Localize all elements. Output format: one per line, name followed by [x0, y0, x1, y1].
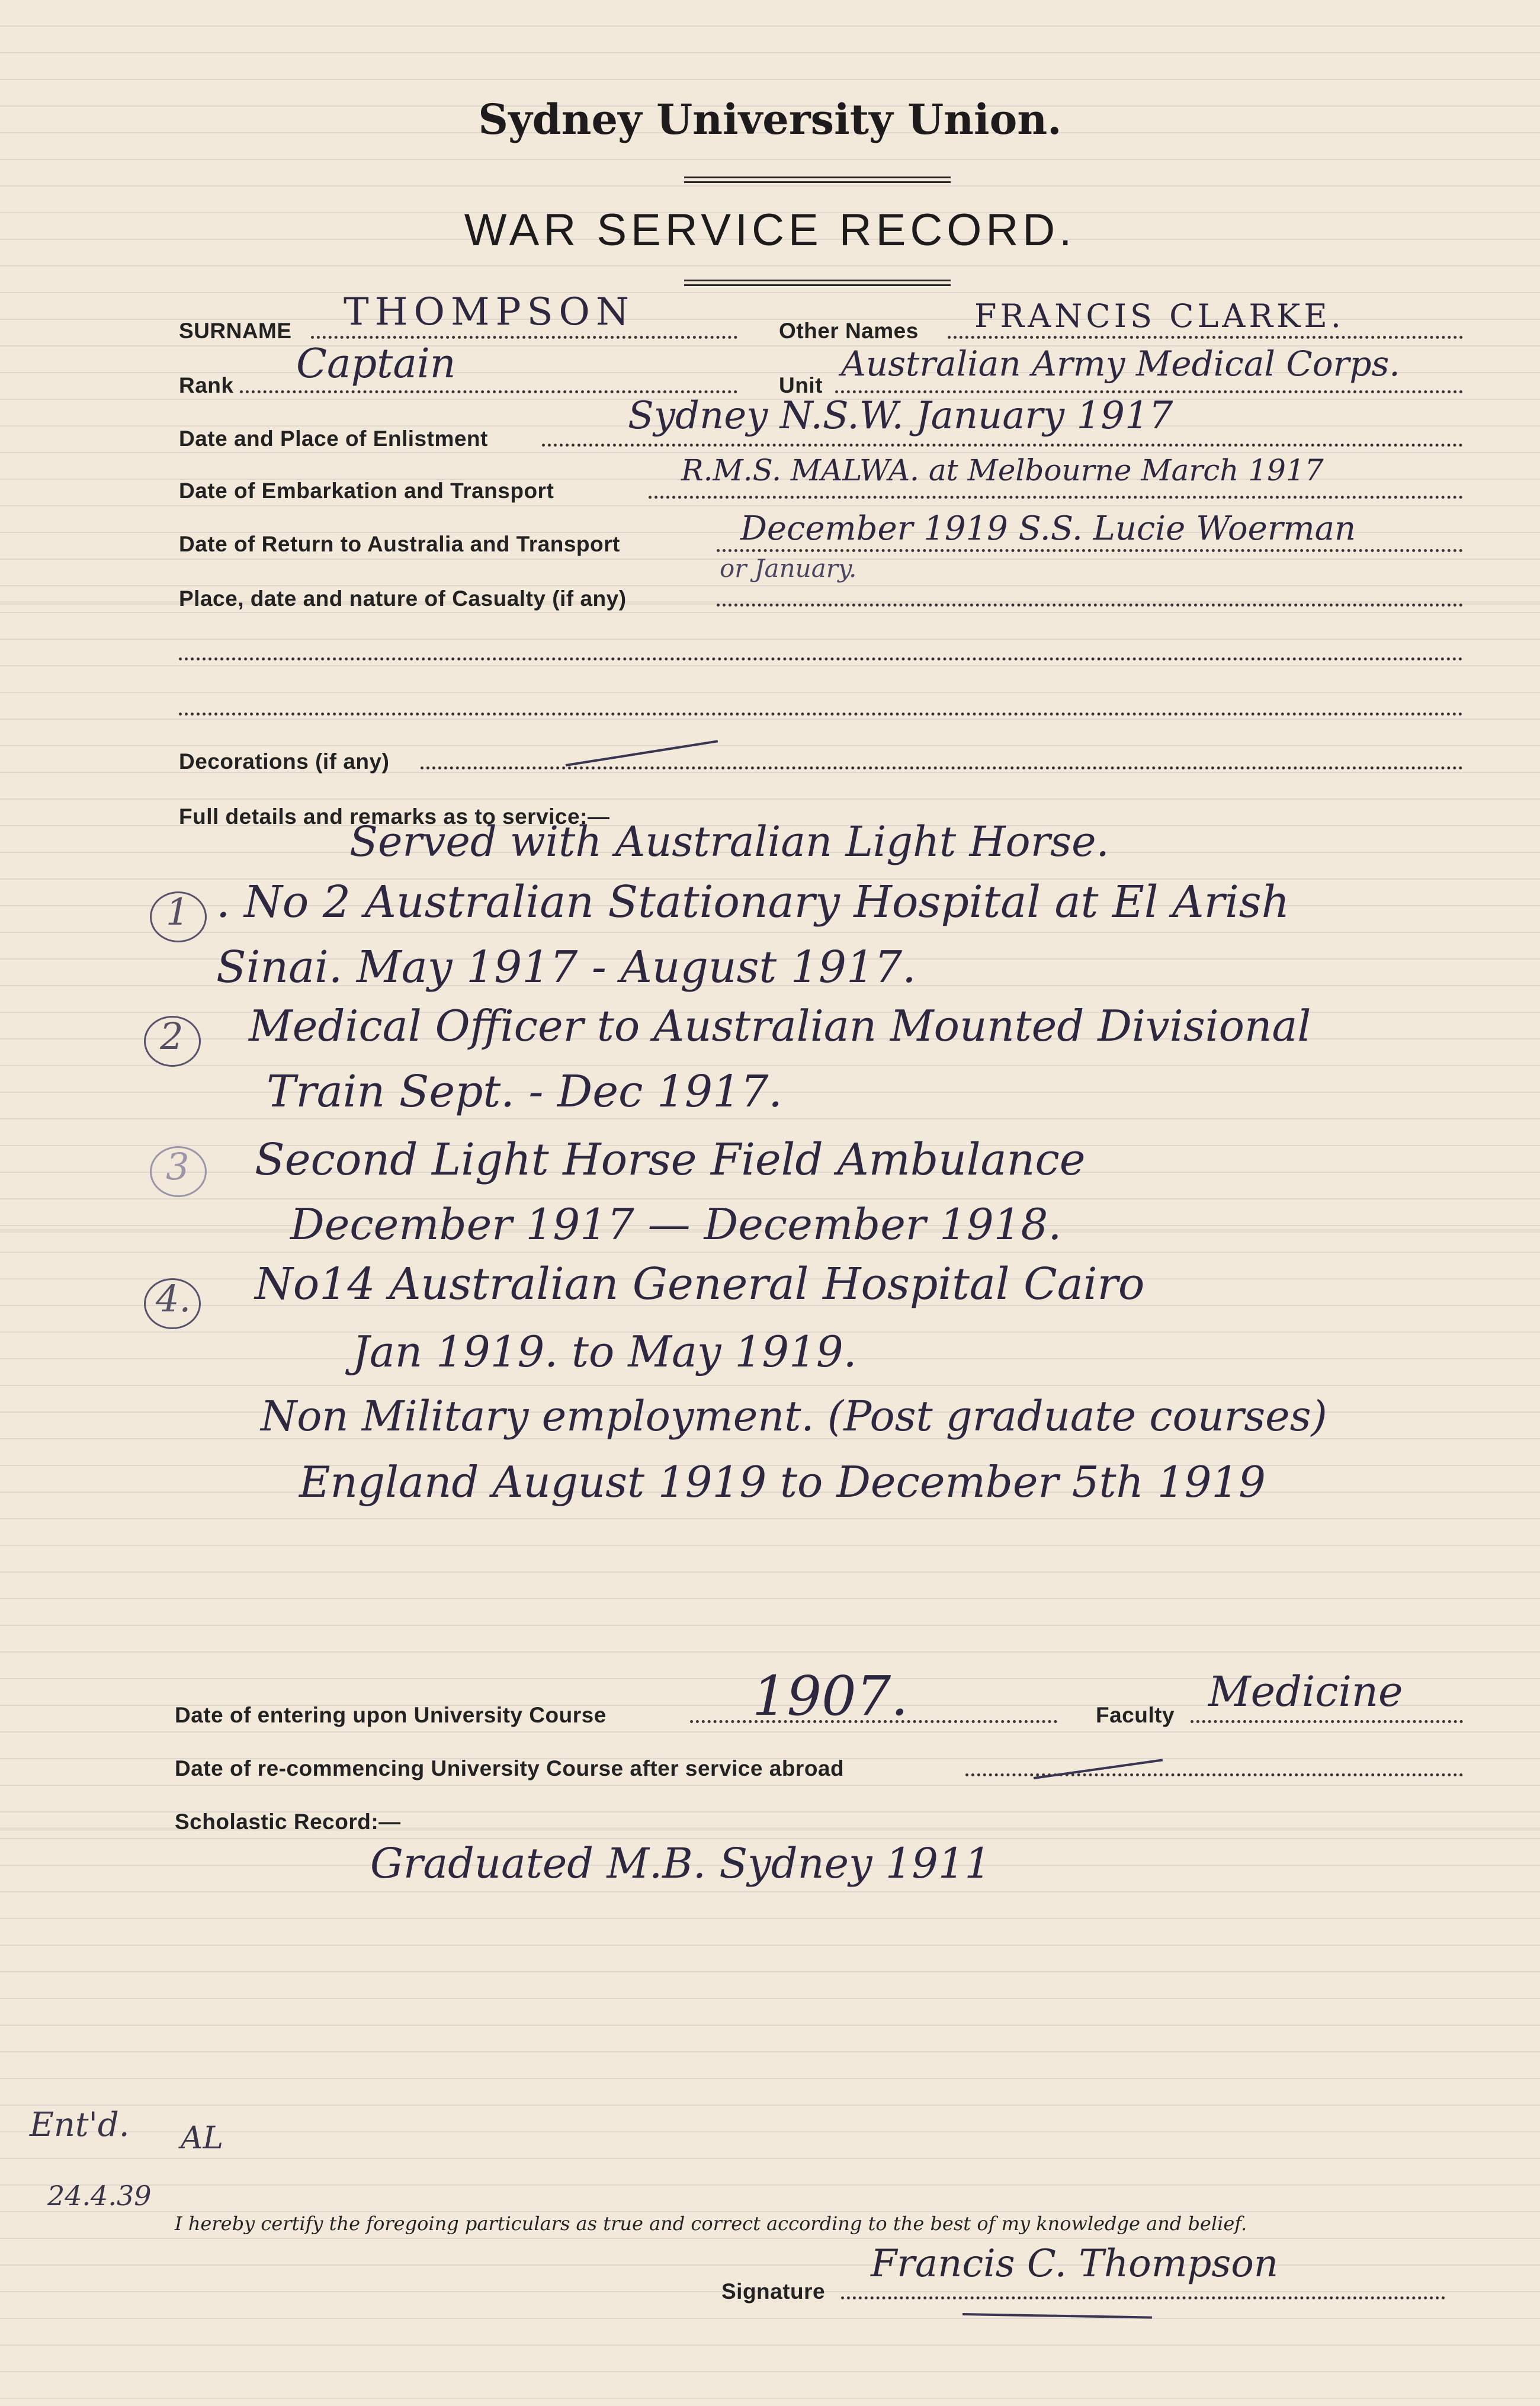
return-label: Date of Return to Australia and Transport	[179, 532, 620, 556]
decorations-label: Decorations (if any)	[179, 749, 390, 774]
surname-dotted-line	[311, 336, 737, 339]
unit-dotted-line	[835, 390, 1463, 393]
service-number: 4.	[156, 1277, 191, 1320]
embarkation-label: Date of Embarkation and Transport	[179, 479, 554, 503]
initials-annotation: AL	[181, 2121, 224, 2156]
embarkation-dotted-line	[649, 496, 1463, 499]
service-number: 2	[160, 1015, 184, 1058]
casualty-label: Place, date and nature of Casualty (if any)	[179, 586, 627, 611]
signature-dotted-line	[841, 2296, 1445, 2299]
service-line[interactable]: . No 2 Australian Stationary Hospital at El Arish	[216, 877, 1290, 928]
enlistment-label: Date and Place of Enlistment	[179, 426, 488, 451]
rank-value[interactable]: Captain	[296, 341, 456, 387]
union-name-heading: Sydney University Union.	[478, 95, 1062, 144]
title-rule	[684, 280, 951, 281]
scholastic-label: Scholastic Record:—	[175, 1810, 401, 1834]
service-line[interactable]: December 1917 — December 1918.	[290, 1199, 1062, 1249]
service-line[interactable]: Sinai. May 1917 - August 1917.	[216, 942, 916, 993]
casualty-dotted-line	[717, 604, 1463, 607]
service-line[interactable]: No14 Australian General Hospital Cairo	[255, 1259, 1145, 1310]
recommencing-label: Date of re-commencing University Course after service abroad	[175, 1756, 845, 1781]
enlistment-dotted-line	[542, 444, 1463, 447]
service-line[interactable]: Medical Officer to Australian Mounted Divisional	[249, 1001, 1311, 1051]
casualty-dotted-line-3	[179, 713, 1463, 716]
return-note[interactable]: or January.	[720, 554, 857, 583]
service-line[interactable]: Non Military employment. (Post graduate courses)	[261, 1392, 1327, 1441]
service-number: 1	[166, 890, 190, 933]
signature-underline	[962, 2313, 1152, 2319]
service-line[interactable]: Served with Australian Light Horse.	[349, 817, 1109, 866]
title-rule	[684, 284, 951, 286]
unit-value[interactable]: Australian Army Medical Corps.	[841, 344, 1400, 384]
service-line[interactable]: Second Light Horse Field Ambulance	[255, 1134, 1086, 1185]
service-line[interactable]: England August 1919 to December 5th 1919	[299, 1457, 1266, 1507]
signature-label: Signature	[721, 2279, 826, 2304]
service-number: 3	[166, 1145, 190, 1188]
faculty-value[interactable]: Medicine	[1208, 1667, 1403, 1716]
unit-label: Unit	[779, 373, 823, 397]
entering-value[interactable]: 1907.	[752, 1664, 909, 1728]
faculty-dotted-line	[1191, 1720, 1463, 1723]
decorations-dotted-line	[421, 766, 1463, 769]
faculty-label: Faculty	[1096, 1703, 1175, 1727]
embarkation-value[interactable]: R.M.S. MALWA. at Melbourne March 1917	[681, 453, 1324, 487]
signature-value[interactable]: Francis C. Thompson	[871, 2242, 1278, 2286]
entering-label: Date of entering upon University Course	[175, 1703, 607, 1727]
certification-statement: I hereby certify the foregoing particulars as true and correct according to the best of my knowledge and belief.	[175, 2212, 1247, 2235]
rank-label: Rank	[179, 373, 234, 397]
service-label: Full details and remarks as to service:—	[179, 804, 610, 829]
record-title: WAR SERVICE RECORD.	[464, 205, 1076, 255]
casualty-dotted-line-2	[179, 657, 1463, 660]
rank-dotted-line	[240, 390, 737, 393]
other-names-dotted-line	[948, 336, 1463, 339]
return-dotted-line	[717, 549, 1463, 552]
return-value[interactable]: December 1919 S.S. Lucie Woerman	[740, 509, 1356, 548]
enlistment-value[interactable]: Sydney N.S.W. January 1917	[628, 394, 1173, 438]
surname-label: SURNAME	[179, 319, 292, 343]
service-line[interactable]: Jan 1919. to May 1919.	[352, 1327, 857, 1377]
entered-annotation: Ent'd.	[30, 2106, 130, 2144]
service-line[interactable]: Train Sept. - Dec 1917.	[267, 1066, 782, 1117]
header-rule	[684, 177, 951, 178]
date-annotation: 24.4.39	[47, 2180, 152, 2212]
header-rule	[684, 181, 951, 183]
other-names-value[interactable]: FRANCIS CLARKE.	[974, 297, 1345, 335]
surname-value[interactable]: THOMPSON	[344, 290, 635, 334]
scholastic-value[interactable]: Graduated M.B. Sydney 1911	[370, 1839, 991, 1888]
decorations-dash-mark	[566, 740, 718, 766]
other-names-label: Other Names	[779, 319, 919, 343]
